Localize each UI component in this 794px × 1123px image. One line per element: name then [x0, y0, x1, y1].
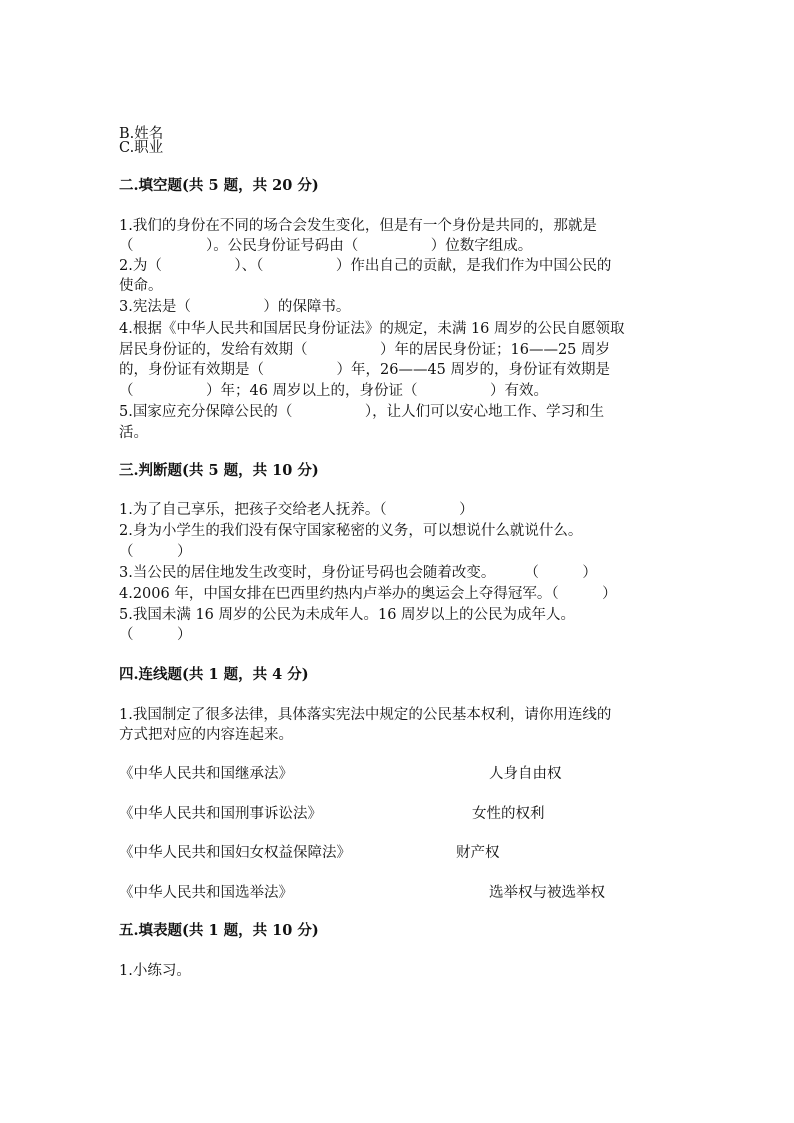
matching-law-item: 《中华人民共和国选举法》 — [119, 885, 293, 901]
judgment-line: （ ） — [119, 627, 192, 643]
section-4-heading: 四.连线题(共 1 题，共 4 分) — [119, 666, 309, 683]
table-question: 1.小练习。 — [119, 963, 191, 979]
matching-right-item: 人身自由权 — [489, 766, 562, 782]
section-3-heading: 三.判断题(共 5 题，共 10 分) — [119, 462, 319, 479]
judgment-line: 1.为了自己享乐，把孩子交给老人抚养。（ ） — [119, 502, 474, 518]
matching-question-line: 1.我国制定了很多法律，具体落实宪法中规定的公民基本权利，请你用连线的 — [119, 707, 612, 723]
fill-blank-line: 居民身份证的，发给有效期（ ）年的居民身份证；16——25 周岁 — [119, 342, 611, 358]
section-2-heading: 二.填空题(共 5 题，共 20 分) — [119, 177, 319, 194]
judgment-line: 3.当公民的居住地发生改变时，身份证号码也会随着改变。 （ ） — [119, 565, 597, 581]
option-c: C.职业 — [119, 140, 164, 156]
fill-blank-line: 5.国家应充分保障公民的（ ），让人们可以安心地工作、学习和生 — [119, 404, 605, 420]
judgment-line: （ ） — [119, 544, 192, 560]
fill-blank-line: 活。 — [119, 425, 148, 441]
fill-blank-line: （ ）年；46 周岁以上的，身份证（ ）有效。 — [119, 383, 549, 399]
matching-law-item: 《中华人民共和国刑事诉讼法》 — [119, 806, 322, 822]
matching-right-item: 女性的权利 — [472, 806, 545, 822]
section-5-heading: 五.填表题(共 1 题，共 10 分) — [119, 922, 319, 939]
matching-right-item: 财产权 — [456, 845, 500, 861]
matching-question-line: 方式把对应的内容连起来。 — [119, 727, 293, 743]
judgment-line: 2.身为小学生的我们没有保守国家秘密的义务，可以想说什么就说什么。 — [119, 523, 583, 539]
matching-law-item: 《中华人民共和国继承法》 — [119, 766, 293, 782]
fill-blank-line: （ ）。公民身份证号码由（ ）位数字组成。 — [119, 238, 533, 254]
fill-blank-line: 2.为（ ）、（ ）作出自己的贡献，是我们作为中国公民的 — [119, 258, 612, 274]
fill-blank-line: 3.宪法是（ ）的保障书。 — [119, 299, 351, 315]
option-b: B.姓名 — [119, 126, 164, 142]
fill-blank-line: 4.根据《中华人民共和国居民身份证法》的规定，未满 16 周岁的公民自愿领取 — [119, 321, 625, 337]
fill-blank-line: 1.我们的身份在不同的场合会发生变化，但是有一个身份是共同的，那就是 — [119, 218, 597, 234]
judgment-line: 5.我国未满 16 周岁的公民为未成年人。16 周岁以上的公民为成年人。 — [119, 607, 576, 623]
fill-blank-line: 的，身份证有效期是（ ）年，26——45 周岁的，身份证有效期是 — [119, 362, 611, 378]
judgment-line: 4.2006 年，中国女排在巴西里约热内卢举办的奥运会上夺得冠军。（ ） — [119, 586, 617, 602]
matching-right-item: 选举权与被选举权 — [489, 885, 605, 901]
matching-law-item: 《中华人民共和国妇女权益保障法》 — [119, 845, 351, 861]
fill-blank-line: 使命。 — [119, 278, 163, 294]
